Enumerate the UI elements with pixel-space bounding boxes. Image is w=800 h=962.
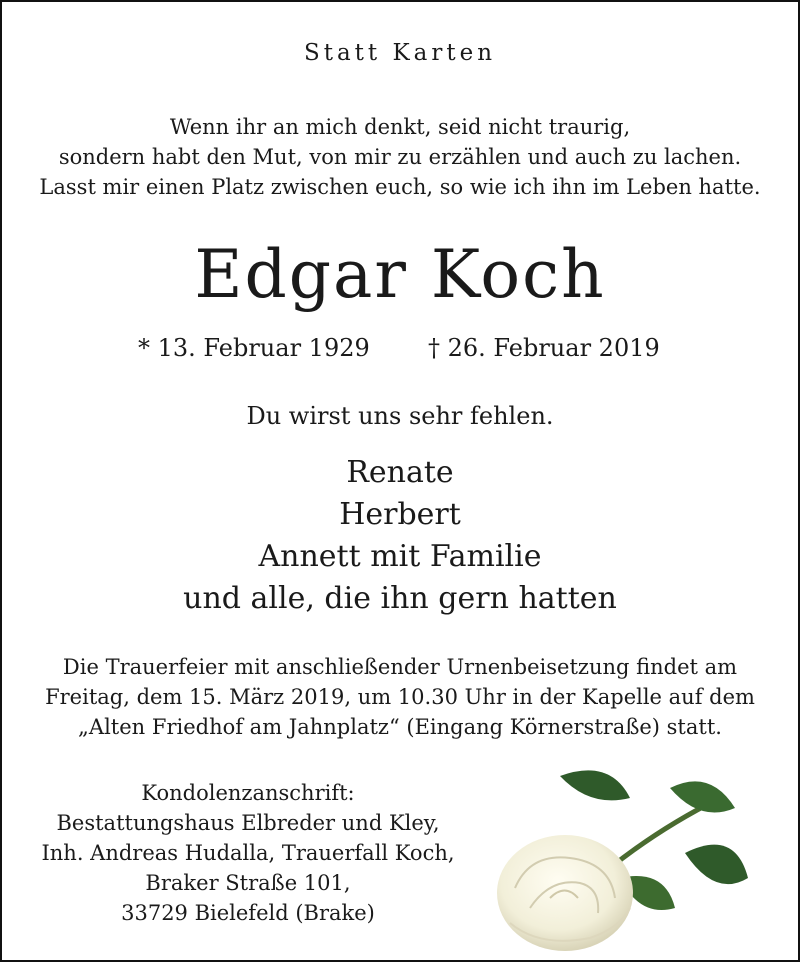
- death-date: † 26. Februar 2019: [428, 334, 660, 362]
- white-rose-icon: [470, 758, 770, 958]
- poem: [0, 112, 800, 202]
- funeral-line: Freitag, dem 15. März 2019, um 10.30 Uhr in der Kapelle auf dem: [45, 685, 755, 709]
- address-line: Braker Straße 101,: [145, 871, 351, 895]
- birth-date: * 13. Februar 1929: [138, 334, 370, 362]
- farewell-line: Du wirst uns sehr fehlen.: [246, 402, 554, 430]
- mourners-list: [0, 452, 800, 620]
- funeral-info: [0, 652, 800, 742]
- mourner: Annett mit Familie: [258, 539, 542, 574]
- poem-line: Lasst mir einen Platz zwischen euch, so wie ich ihn im Leben hatte.: [39, 175, 761, 199]
- poem-line: sondern habt den Mut, von mir zu erzählen und auch zu lachen.: [58, 145, 742, 169]
- mourner: Renate: [346, 455, 454, 490]
- condolence-address: [0, 778, 496, 928]
- mourner: und alle, die ihn gern hatten: [183, 581, 617, 616]
- funeral-line: Die Trauerfeier mit anschließender Urnenbeisetzung findet am: [62, 655, 738, 679]
- mourner: Herbert: [339, 497, 461, 532]
- poem-line: Wenn ihr an mich denkt, seid nicht traurig,: [169, 115, 631, 139]
- address-line: 33729 Bielefeld (Brake): [121, 901, 375, 925]
- address-line: Bestattungshaus Elbreder und Kley,: [56, 811, 440, 835]
- address-line: Inh. Andreas Hudalla, Trauerfall Koch,: [41, 841, 455, 865]
- notice-header: Statt Karten: [303, 40, 497, 66]
- address-line: Kondolenzanschrift:: [141, 781, 355, 805]
- funeral-line: „Alten Friedhof am Jahnplatz“ (Eingang Körnerstraße) statt.: [78, 715, 722, 739]
- deceased-name: Edgar Koch: [194, 236, 606, 313]
